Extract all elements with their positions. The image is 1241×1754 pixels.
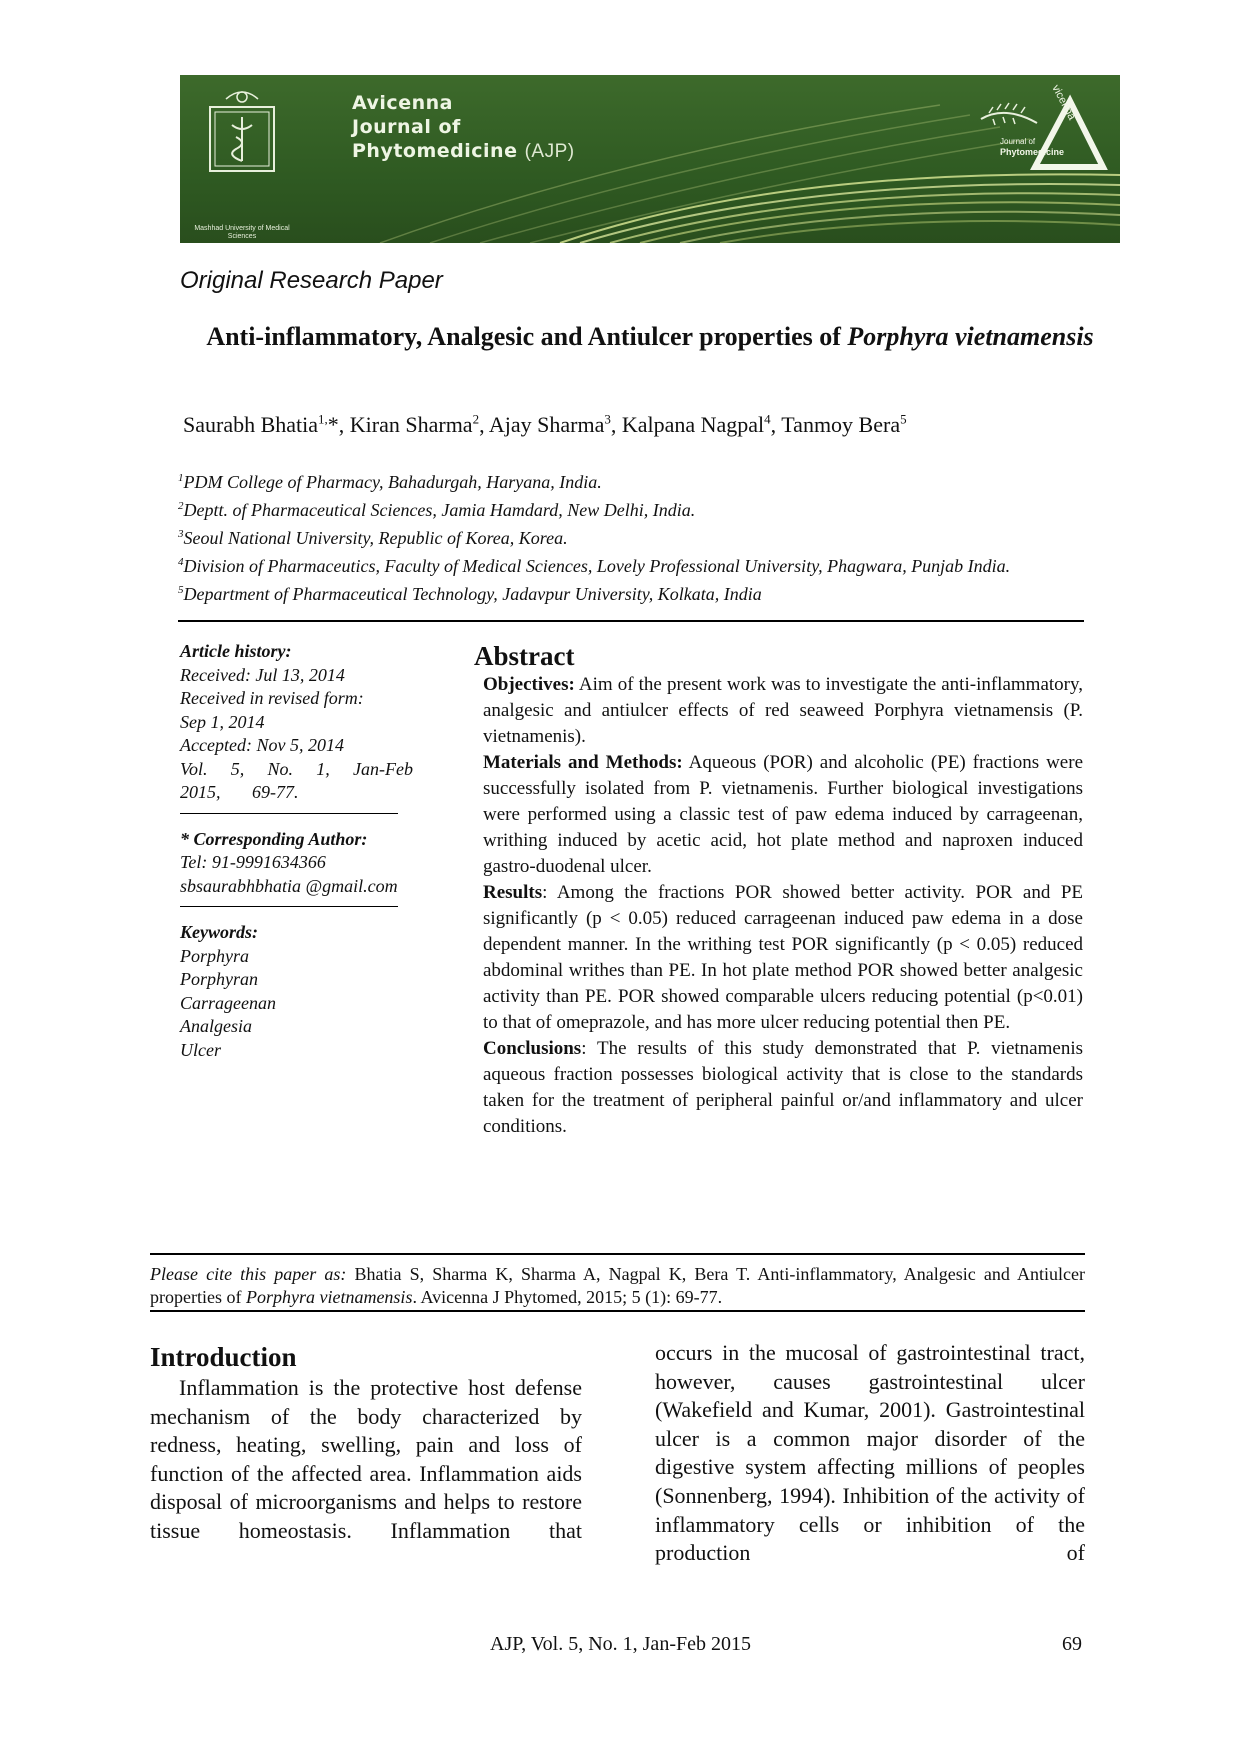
article-info-sidebar xyxy=(180,640,440,1062)
revised-date: Sep 1, 2014 xyxy=(180,711,265,732)
keyword: Porphyran xyxy=(180,969,258,989)
keyword: Ulcer xyxy=(180,1039,221,1060)
citation-top-divider xyxy=(150,1253,1085,1255)
affiliation: $^1$PDM College of Pharmacy, Bahadurgah, Haryana, India. xyxy=(178,472,602,492)
abstract-conclusions: Conclusions: The results of this study demonstrated that P. vietnamenis aqueous fraction possesses biological activity that is close to the standards taken for the treatment of peripheral painful or/and inflammatory and ulcer conditions. xyxy=(483,1038,1083,1137)
corresponding-email[interactable]: sbsaurabhbhatia @gmail.com xyxy=(180,875,398,896)
paper-title xyxy=(180,320,1120,354)
keyword: Carrageenan xyxy=(180,992,276,1013)
author: Kiran Sharma$^2$ xyxy=(349,412,480,438)
journal-name-line3 xyxy=(352,139,575,164)
abstract-methods: Materials and Methods: Aqueous (POR) and alcoholic (PE) fractions were successfully isolated from P. vietnamenis. Further biological investigations were performed using a classic test of paw edema induced by carrageenan, writhing induced by acetic acid, hot plate method and naproxen induced gastro-duodenal ulcer. xyxy=(483,752,1083,877)
corresponding-tel: Tel: 91-9991634366 xyxy=(180,852,326,872)
journal-name xyxy=(352,91,575,164)
journal-logo-caption xyxy=(1000,137,1064,157)
journal-abbr: (AJP) xyxy=(524,141,575,162)
page-number: 69 xyxy=(1062,1633,1082,1655)
abstract-section xyxy=(474,640,1084,1140)
abstract-heading: Abstract xyxy=(474,641,575,671)
abstract-results: Results: Among the fractions POR showed better activity. POR and PE significantly (p < 0.05) reduced carrageenan induced paw edema in a dose dependent manner. In the writhing test POR significantly (p < 0.05) reduced abdominal writhes than PE. In hot plate method POR showed better analgesic activity than PE. POR showed comparable ulcers reducing potential (p<0.01) to that of omeprazole, and has more ulcer reducing potential then PE. xyxy=(483,882,1083,1033)
affiliation: $^3$Seoul National University, Republic of Korea, Korea. xyxy=(178,528,568,548)
affiliation: $^4$Division of Pharmaceutics, Faculty of Medical Sciences, Lovely Professional University, Phagwara, Punjab India. xyxy=(178,556,1011,576)
affiliation: $^5$Department of Pharmaceutical Technology, Jadavpur University, Kolkata, India xyxy=(178,584,762,604)
received-date: Received: Jul 13, 2014 xyxy=(180,664,345,685)
abstract-objectives: Objectives: Aim of the present work was to investigate the anti-inflammatory, analgesic and antiulcer effects of red seaweed Porphyra vietnamensis (P. vietnamenis). xyxy=(483,674,1083,747)
author: Tanmoy Bera$^5$ xyxy=(781,412,907,438)
footer-journal-info: AJP, Vol. 5, No. 1, Jan-Feb 2015 xyxy=(490,1633,751,1655)
introduction-left-column xyxy=(150,1340,582,1546)
sidebar-divider xyxy=(180,906,398,907)
accepted-date: Accepted: Nov 5, 2014 xyxy=(180,735,344,755)
title-species: Porphyra vietnamensis xyxy=(847,322,1094,351)
introduction-paragraph: Inflammation is the protective host defense mechanism of the body characterized by redness, heating, swelling, pain and loss of function of the affected area. Inflammation aids disposal of microorganisms and helps to restore tissue homeostasis. Inflammation that xyxy=(150,1375,582,1543)
university-seal-icon xyxy=(198,85,286,205)
year-pages: 2015, 69-77. xyxy=(180,782,299,802)
corresponding-author-heading: * Corresponding Author: xyxy=(180,828,368,849)
volume-info: Vol. 5, No. 1, Jan-Feb xyxy=(180,758,413,779)
header-divider xyxy=(178,620,1084,622)
left-logo-caption: Mashhad University of Medical Sciences xyxy=(194,225,290,240)
article-history-heading: Article history: xyxy=(180,641,292,661)
sidebar-divider xyxy=(180,813,398,814)
paper-type-label: Original Research Paper xyxy=(180,267,443,294)
affiliation: $^2$Deptt. of Pharmaceutical Sciences, Jamia Hamdard, New Delhi, India. xyxy=(178,500,696,520)
keyword: Analgesia xyxy=(180,1016,252,1036)
abstract-body xyxy=(483,672,1083,1140)
author: Ajay Sharma$^3$ xyxy=(488,412,611,438)
citation-label: Please cite this paper as: xyxy=(150,1264,347,1284)
journal-logo-side-text: vicenna xyxy=(1049,83,1078,123)
revised-label: Received in revised form: xyxy=(180,688,364,708)
title-main: Anti-inflammatory, Analgesic and Antiulcer properties of xyxy=(206,322,848,351)
logo-caption-line1: Journal of xyxy=(1000,137,1036,146)
journal-logo-icon xyxy=(975,79,1115,179)
citation-bottom-divider xyxy=(150,1310,1085,1312)
journal-name-line1: Avicenna xyxy=(352,92,453,114)
citation-block: Please cite this paper as: Bhatia S, Sharma K, Sharma A, Nagpal K, Bera T. Anti-inflammatory, Analgesic and Antiulcer properties of Porphyra vietnamensis. Avicenna J Phytomed, 2015; 5 (1): 69-77. xyxy=(150,1264,1085,1307)
journal-name-line2: Journal of xyxy=(352,116,461,138)
journal-banner xyxy=(180,75,1120,243)
affiliation-list xyxy=(178,466,1078,606)
keywords-heading: Keywords: xyxy=(180,922,258,942)
journal-name-word: Phytomedicine xyxy=(352,140,518,162)
introduction-heading: Introduction xyxy=(150,1342,297,1372)
author: Saurabh Bhatia$^{1,}$* xyxy=(183,412,339,438)
author-list: Saurabh Bhatia$^{1,}$*, Kiran Sharma$^2$, Ajay Sharma$^3$, Kalpana Nagpal$^4$, Tanmoy Bera$^5$ xyxy=(183,412,907,438)
author: Kalpana Nagpal$^4$ xyxy=(621,412,771,438)
keyword: Porphyra xyxy=(180,945,249,966)
introduction-right-column xyxy=(655,1339,1085,1568)
introduction-paragraph-continued: occurs in the mucosal of gastrointestinal tract, however, causes gastrointestinal ulcer (Wakefield and Kumar, 2001). Gastrointestinal ulcer is a common major disorder of the digestive system affecting millions of peoples (Sonnenberg, 1994). Inhibition of the activity of inflammatory cells or inhibition of the production of xyxy=(655,1340,1085,1566)
logo-caption-line2: Phytomedicine xyxy=(1000,147,1065,157)
